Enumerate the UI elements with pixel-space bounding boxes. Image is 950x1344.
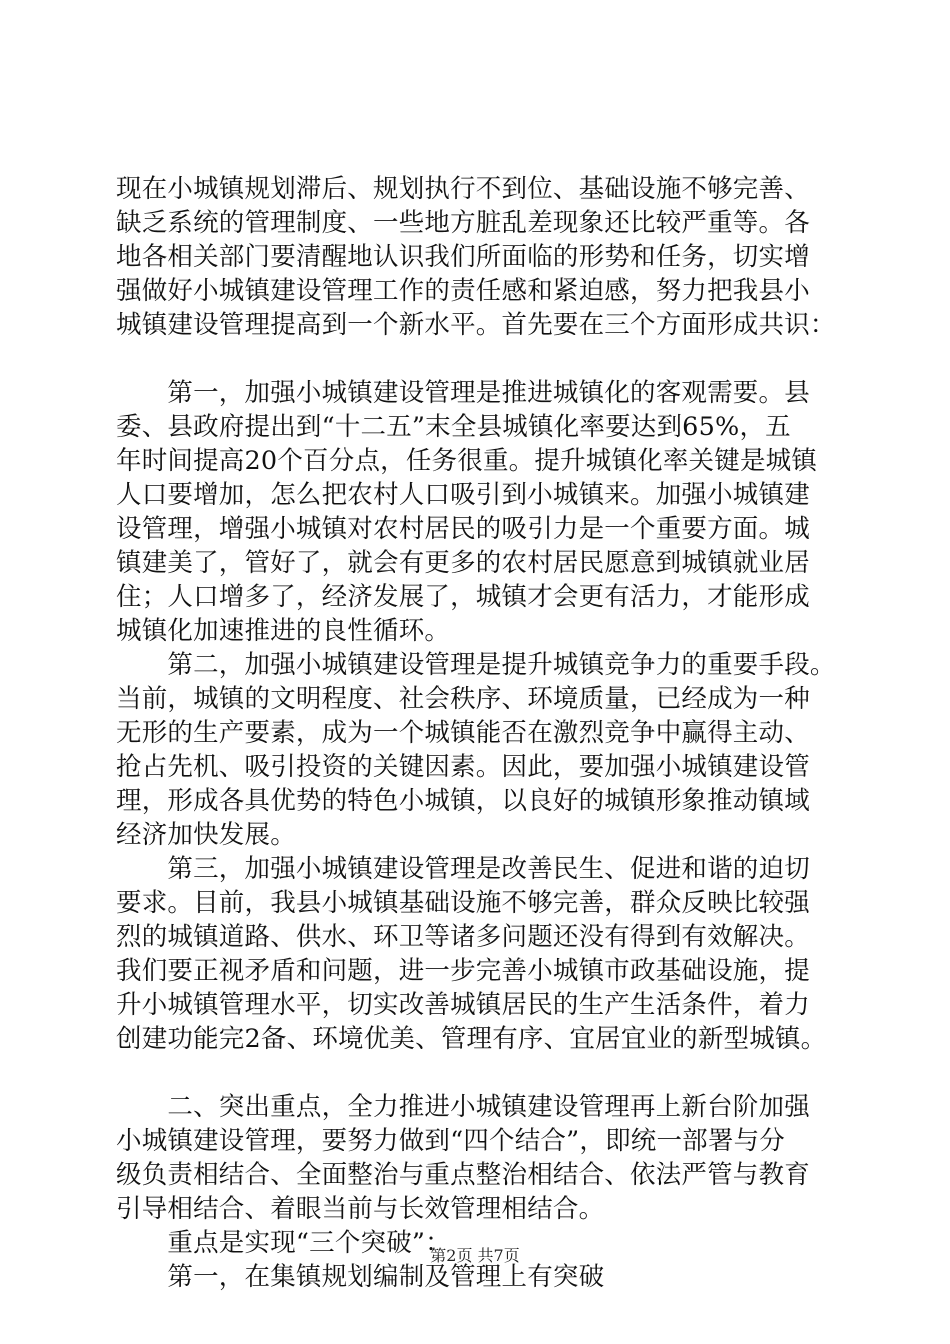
paragraph-gap xyxy=(116,342,838,376)
text-line: 缺乏系统的管理制度、一些地方脏乱差现象还比较严重等。各 xyxy=(116,208,810,238)
text-line: 镇建美了，管好了，就会有更多的农村居民愿意到城镇就业居 xyxy=(116,548,810,578)
text-line: 设管理，增强小城镇对农村居民的吸引力是一个重要方面。城 xyxy=(116,514,810,544)
text-line: 城镇建设管理提高到一个新水平。首先要在三个方面形成共识： xyxy=(116,310,836,340)
text-line: 住；人口增多了，经济发展了，城镇才会更有活力，才能形成 xyxy=(116,582,810,612)
text-line: 重点是实现“三个突破”： xyxy=(116,1228,451,1258)
text-line: 要求。目前，我县小城镇基础设施不够完善，群众反映比较强 xyxy=(116,888,810,918)
text-line: 无形的生产要素，成为一个城镇能否在激烈竞争中赢得主动、 xyxy=(116,718,810,748)
text-line: 创建功能完2备、环境优美、管理有序、宜居宜业的新型城镇。 xyxy=(116,1024,827,1054)
text-line: 经济加快发展。 xyxy=(116,820,296,850)
text-line: 地各相关部门要清醒地认识我们所面临的形势和任务，切实增 xyxy=(116,242,810,272)
paragraph-block-2 xyxy=(116,376,838,1056)
text-line: 人口要增加，怎么把农村人口吸引到小城镇来。加强小城镇建 xyxy=(116,480,810,510)
text-line: 烈的城镇道路、供水、环卫等诸多问题还没有得到有效解决。 xyxy=(116,922,810,952)
text-line: 年时间提高20个百分点，任务很重。提升城镇化率关键是城镇 xyxy=(116,446,818,476)
paragraph-block-1 xyxy=(116,172,838,342)
text-line: 现在小城镇规划滞后、规划执行不到位、基础设施不够完善、 xyxy=(116,174,810,204)
text-line: 强做好小城镇建设管理工作的责任感和紧迫感，努力把我县小 xyxy=(116,276,810,306)
text-line: 当前，城镇的文明程度、社会秩序、环境质量，已经成为一种 xyxy=(116,684,810,714)
text-line: 理，形成各具优势的特色小城镇，以良好的城镇形象推动镇域 xyxy=(116,786,810,816)
text-line: 第一，在集镇规划编制及管理上有突破 xyxy=(116,1262,605,1292)
text-line: 升小城镇管理水平，切实改善城镇居民的生产生活条件，着力 xyxy=(116,990,810,1020)
text-line: 小城镇建设管理，要努力做到“四个结合”，即统一部署与分 xyxy=(116,1126,785,1156)
text-line: 我们要正视矛盾和问题，进一步完善小城镇市政基础设施，提 xyxy=(116,956,810,986)
text-line: 城镇化加速推进的良性循环。 xyxy=(116,616,451,646)
document-body xyxy=(116,172,838,1294)
text-line: 第二，加强小城镇建设管理是提升城镇竞争力的重要手段。 xyxy=(116,650,836,680)
paragraph-gap xyxy=(116,1056,838,1090)
page-number-footer: 第2页 共7页 xyxy=(430,1246,520,1265)
text-line: 引导相结合、着眼当前与长效管理相结合。 xyxy=(116,1194,605,1224)
text-line: 级负责相结合、全面整治与重点整治相结合、依法严管与教育 xyxy=(116,1160,810,1190)
text-line: 二、突出重点，全力推进小城镇建设管理再上新台阶加强 xyxy=(116,1092,810,1122)
text-line: 第一，加强小城镇建设管理是推进城镇化的客观需要。县 xyxy=(116,378,810,408)
text-line: 抢占先机、吸引投资的关键因素。因此，要加强小城镇建设管 xyxy=(116,752,810,782)
text-line: 第三，加强小城镇建设管理是改善民生、促进和谐的迫切 xyxy=(116,854,810,884)
text-line: 委、县政府提出到“十二五”末全县城镇化率要达到65%，五 xyxy=(116,412,791,442)
